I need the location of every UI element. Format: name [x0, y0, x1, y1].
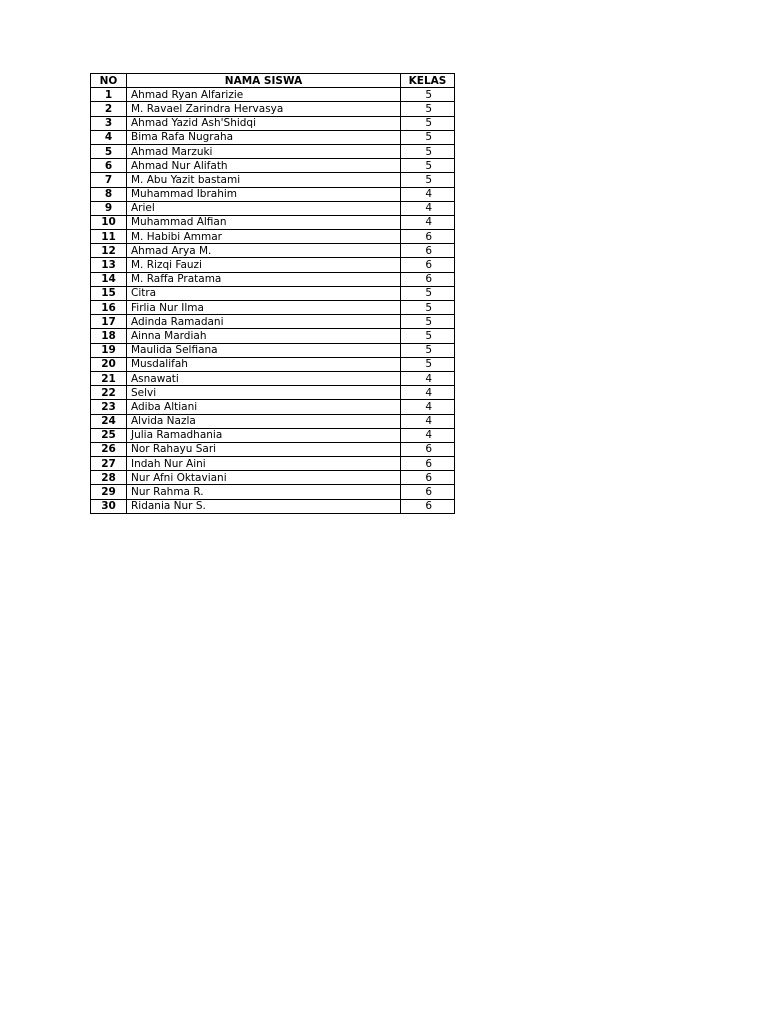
row-kelas-cell: 5 [401, 130, 455, 144]
row-kelas-cell: 5 [401, 173, 455, 187]
row-name-cell: Selvi [127, 386, 401, 400]
row-no-cell: 20 [91, 357, 127, 371]
table-row [91, 329, 455, 343]
column-header-kelas: KELAS [401, 74, 455, 88]
row-name-cell: Muhammad Alfian [127, 215, 401, 229]
table-row [91, 258, 455, 272]
row-name-cell: Julia Ramadhania [127, 428, 401, 442]
table-row [91, 244, 455, 258]
row-name-cell: Ainna Mardiah [127, 329, 401, 343]
row-name-cell: Maulida Selfiana [127, 343, 401, 357]
row-name-cell: Ridania Nur S. [127, 499, 401, 513]
table-row [91, 428, 455, 442]
row-kelas-cell: 5 [401, 144, 455, 158]
table-row [91, 230, 455, 244]
row-no-cell: 7 [91, 173, 127, 187]
row-name-cell: Ahmad Arya M. [127, 244, 401, 258]
row-name-cell: Nur Rahma R. [127, 485, 401, 499]
table-row [91, 215, 455, 229]
row-name-cell: Bima Rafa Nugraha [127, 130, 401, 144]
table-row [91, 386, 455, 400]
row-name-cell: Ahmad Yazid Ash'Shidqi [127, 116, 401, 130]
row-no-cell: 28 [91, 471, 127, 485]
table-row [91, 173, 455, 187]
row-name-cell: Ahmad Ryan Alfarizie [127, 88, 401, 102]
row-no-cell: 6 [91, 159, 127, 173]
table-header-row [91, 74, 455, 88]
row-kelas-cell: 6 [401, 272, 455, 286]
row-kelas-cell: 4 [401, 215, 455, 229]
row-kelas-cell: 5 [401, 343, 455, 357]
student-table [90, 73, 455, 514]
row-no-cell: 15 [91, 286, 127, 300]
row-no-cell: 1 [91, 88, 127, 102]
row-kelas-cell: 5 [401, 159, 455, 173]
row-no-cell: 2 [91, 102, 127, 116]
row-no-cell: 18 [91, 329, 127, 343]
row-kelas-cell: 6 [401, 230, 455, 244]
row-name-cell: Muhammad Ibrahim [127, 187, 401, 201]
row-name-cell: Nor Rahayu Sari [127, 442, 401, 456]
row-no-cell: 17 [91, 315, 127, 329]
row-name-cell: M. Raffa Pratama [127, 272, 401, 286]
table-row [91, 116, 455, 130]
table-row [91, 187, 455, 201]
row-kelas-cell: 6 [401, 442, 455, 456]
row-kelas-cell: 5 [401, 102, 455, 116]
row-name-cell: Alvida Nazla [127, 414, 401, 428]
row-name-cell: Ahmad Marzuki [127, 144, 401, 158]
row-no-cell: 3 [91, 116, 127, 130]
table-row [91, 485, 455, 499]
table-row [91, 315, 455, 329]
row-name-cell: Musdalifah [127, 357, 401, 371]
table-row [91, 272, 455, 286]
table-row [91, 301, 455, 315]
table-row [91, 88, 455, 102]
row-kelas-cell: 4 [401, 414, 455, 428]
table-body [91, 88, 455, 514]
row-kelas-cell: 5 [401, 116, 455, 130]
row-kelas-cell: 5 [401, 315, 455, 329]
row-name-cell: Nur Afni Oktaviani [127, 471, 401, 485]
row-kelas-cell: 4 [401, 386, 455, 400]
row-no-cell: 12 [91, 244, 127, 258]
row-no-cell: 23 [91, 400, 127, 414]
row-no-cell: 24 [91, 414, 127, 428]
row-kelas-cell: 4 [401, 187, 455, 201]
table-row [91, 442, 455, 456]
row-no-cell: 25 [91, 428, 127, 442]
row-name-cell: Indah Nur Aini [127, 457, 401, 471]
row-no-cell: 8 [91, 187, 127, 201]
row-no-cell: 13 [91, 258, 127, 272]
row-kelas-cell: 4 [401, 400, 455, 414]
row-kelas-cell: 5 [401, 286, 455, 300]
row-kelas-cell: 4 [401, 371, 455, 385]
row-no-cell: 11 [91, 230, 127, 244]
column-header-no: NO [91, 74, 127, 88]
row-kelas-cell: 5 [401, 357, 455, 371]
row-name-cell: M. Ravael Zarindra Hervasya [127, 102, 401, 116]
row-no-cell: 21 [91, 371, 127, 385]
row-name-cell: Firlia Nur Ilma [127, 301, 401, 315]
row-name-cell: Ariel [127, 201, 401, 215]
row-name-cell: Adinda Ramadani [127, 315, 401, 329]
row-no-cell: 22 [91, 386, 127, 400]
row-no-cell: 9 [91, 201, 127, 215]
table-row [91, 499, 455, 513]
table-row [91, 371, 455, 385]
row-name-cell: M. Abu Yazit bastami [127, 173, 401, 187]
student-list-sheet [90, 73, 454, 514]
row-name-cell: Asnawati [127, 371, 401, 385]
row-no-cell: 5 [91, 144, 127, 158]
row-no-cell: 27 [91, 457, 127, 471]
row-kelas-cell: 5 [401, 329, 455, 343]
row-name-cell: M. Rizqi Fauzi [127, 258, 401, 272]
table-row [91, 414, 455, 428]
row-kelas-cell: 6 [401, 485, 455, 499]
row-no-cell: 30 [91, 499, 127, 513]
row-name-cell: Ahmad Nur Alifath [127, 159, 401, 173]
table-row [91, 343, 455, 357]
row-kelas-cell: 4 [401, 201, 455, 215]
table-row [91, 471, 455, 485]
table-row [91, 400, 455, 414]
table-row [91, 102, 455, 116]
row-kelas-cell: 5 [401, 301, 455, 315]
row-kelas-cell: 6 [401, 244, 455, 258]
row-no-cell: 4 [91, 130, 127, 144]
table-row [91, 159, 455, 173]
table-row [91, 457, 455, 471]
row-kelas-cell: 4 [401, 428, 455, 442]
row-kelas-cell: 6 [401, 457, 455, 471]
row-no-cell: 29 [91, 485, 127, 499]
row-no-cell: 10 [91, 215, 127, 229]
row-name-cell: Adiba Altiani [127, 400, 401, 414]
row-kelas-cell: 6 [401, 471, 455, 485]
table-row [91, 130, 455, 144]
row-name-cell: M. Habibi Ammar [127, 230, 401, 244]
table-row [91, 286, 455, 300]
column-header-name: NAMA SISWA [127, 74, 401, 88]
row-kelas-cell: 6 [401, 258, 455, 272]
row-no-cell: 19 [91, 343, 127, 357]
row-kelas-cell: 5 [401, 88, 455, 102]
row-no-cell: 14 [91, 272, 127, 286]
row-name-cell: Citra [127, 286, 401, 300]
table-row [91, 357, 455, 371]
table-row [91, 144, 455, 158]
table-row [91, 201, 455, 215]
row-no-cell: 16 [91, 301, 127, 315]
row-no-cell: 26 [91, 442, 127, 456]
row-kelas-cell: 6 [401, 499, 455, 513]
